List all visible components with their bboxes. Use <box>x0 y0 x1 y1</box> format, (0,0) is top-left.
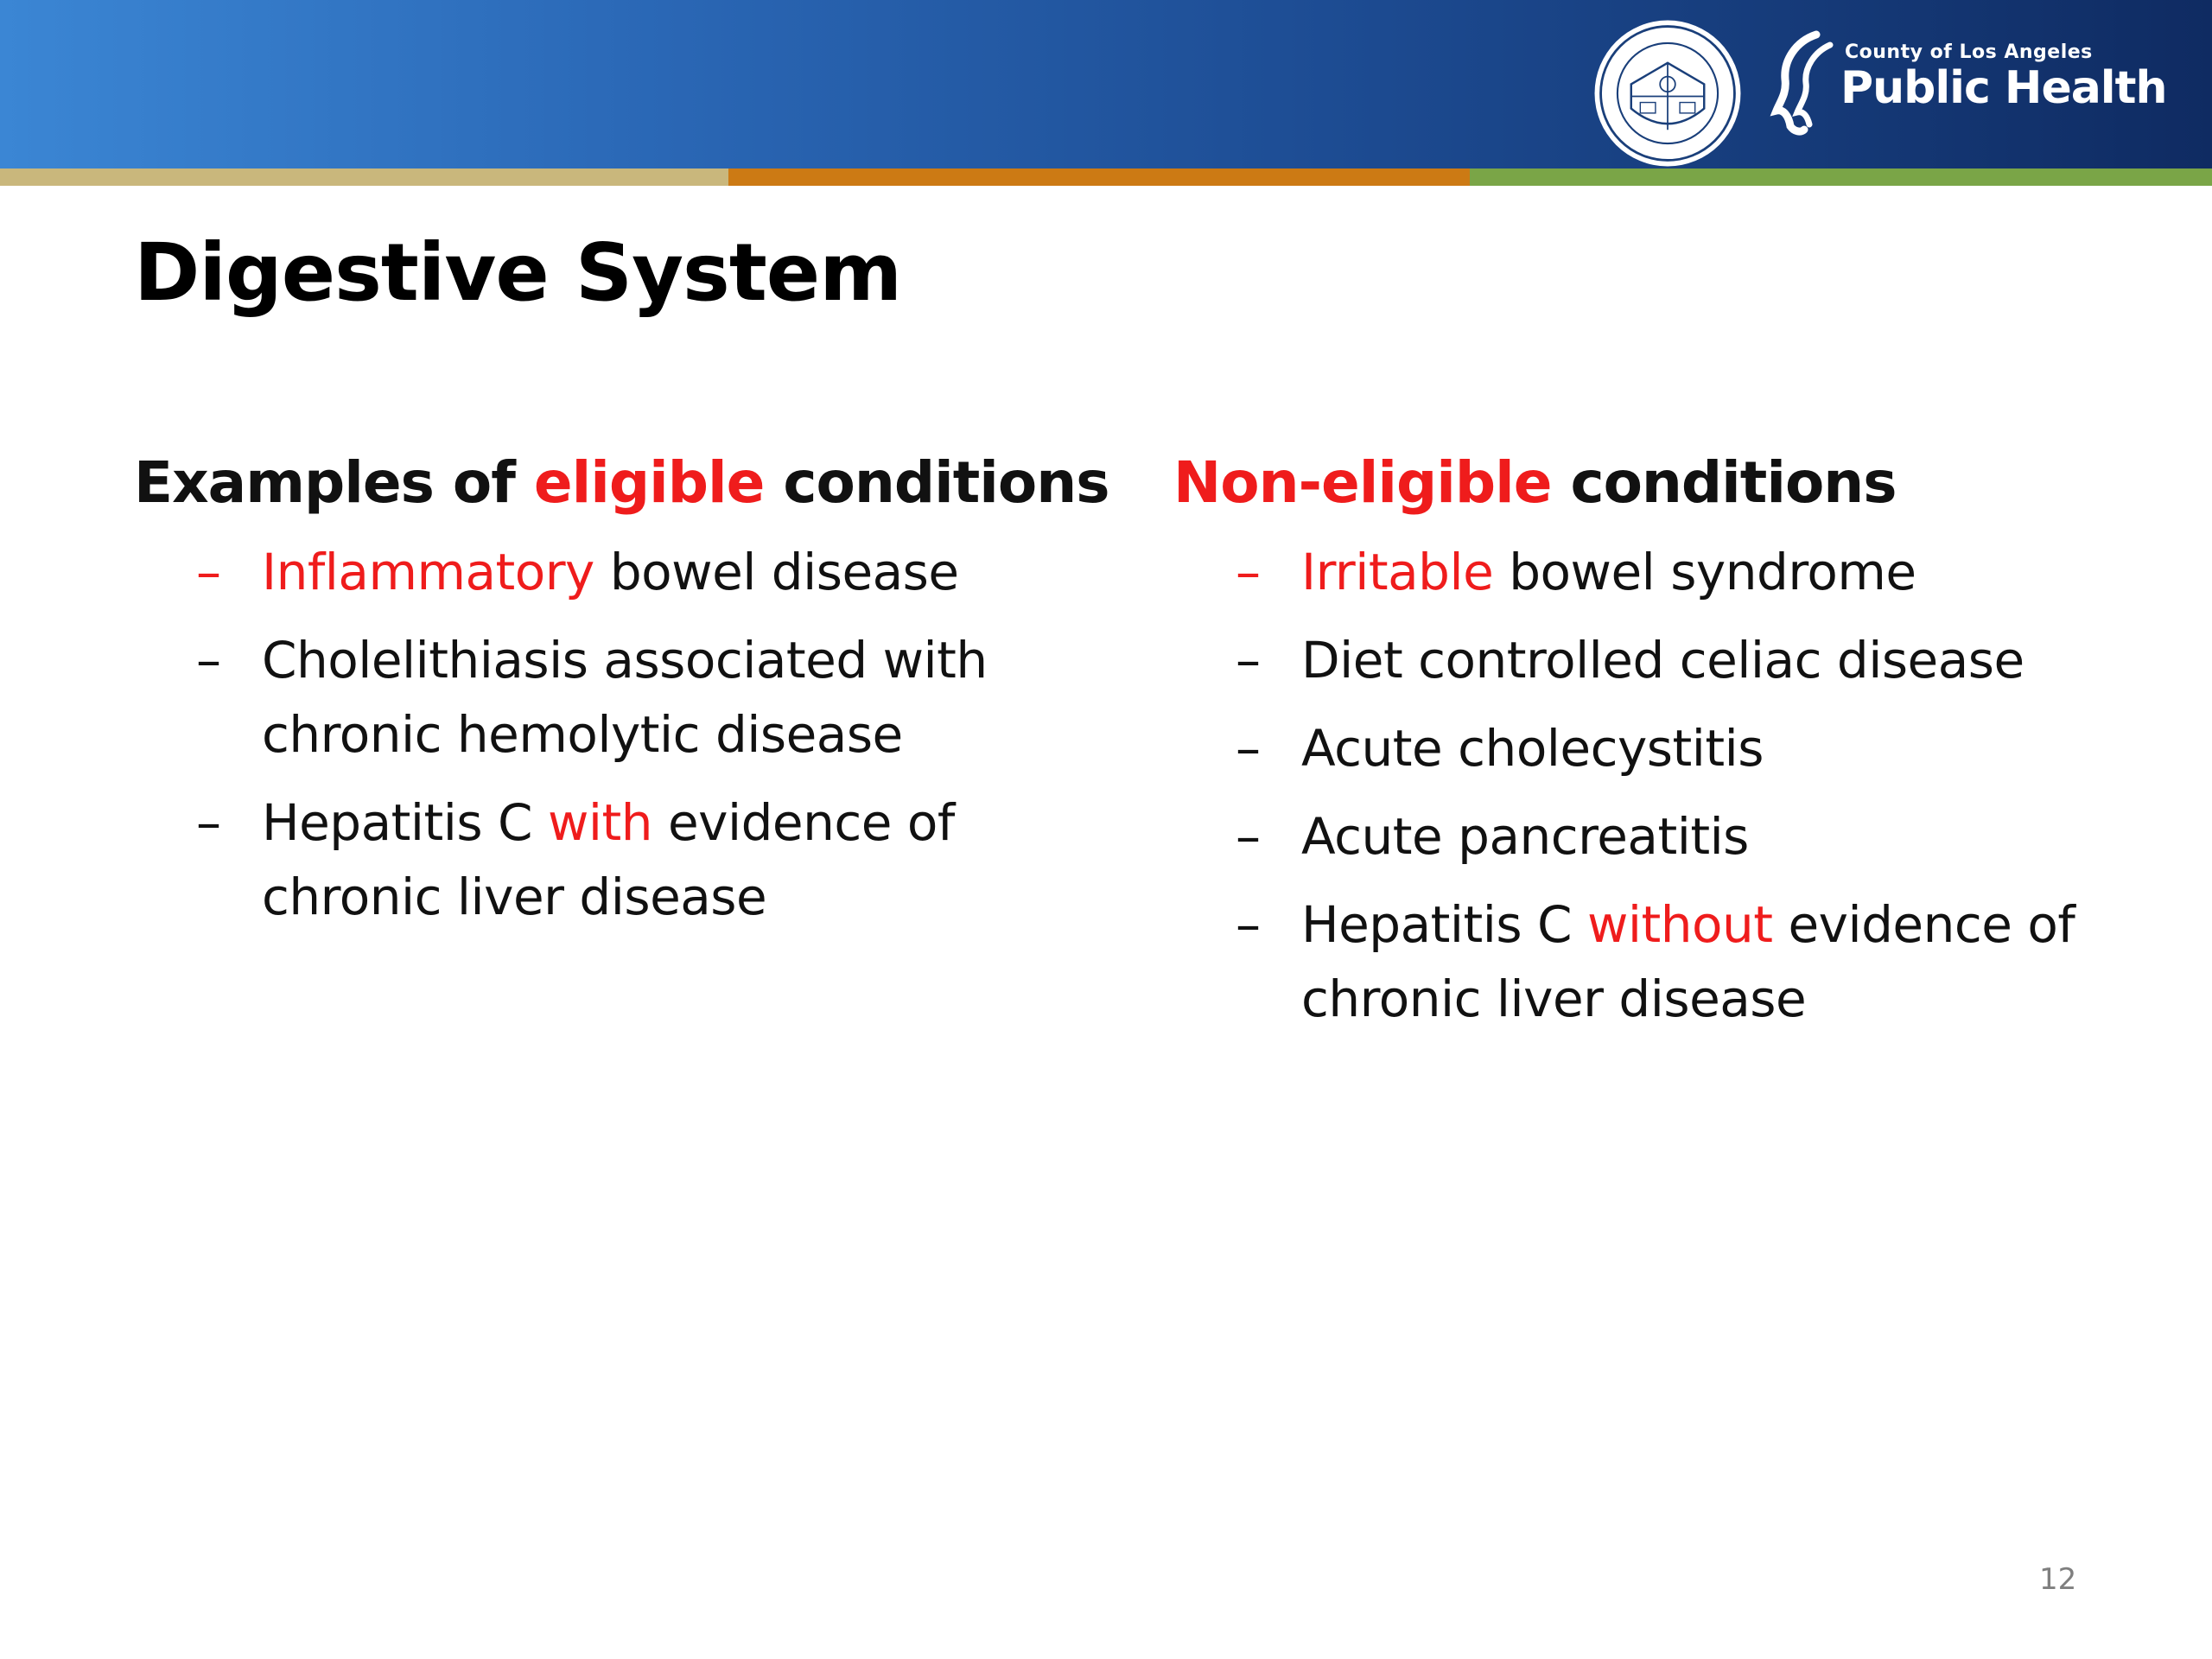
heading-emphasis: Non-eligible <box>1173 449 1552 516</box>
list-item <box>1173 799 2176 874</box>
list-item <box>1173 535 2176 609</box>
item-emphasis: Inflammatory <box>262 543 594 601</box>
list-item <box>134 623 1136 772</box>
page-number: 12 <box>2039 1562 2077 1597</box>
org-name-label: Public Health <box>1840 62 2167 114</box>
accent-stripe-orange <box>728 168 1470 186</box>
item-emphasis: without <box>1586 895 1773 954</box>
item-text: bowel disease <box>594 543 959 601</box>
accent-stripe-green <box>1470 168 2212 186</box>
bullet-dash: – <box>196 793 221 852</box>
bullet-dash: – <box>196 631 221 690</box>
list-item <box>134 535 1136 609</box>
bullet-dash: – <box>1236 631 1261 690</box>
item-text: evidence of chronic liver disease <box>262 793 955 926</box>
bullet-dash: – <box>1236 895 1261 954</box>
item-text: Cholelithiasis associated with chronic hemolytic disease <box>262 631 988 764</box>
noneligible-list <box>1173 535 2176 1036</box>
slide-title: Digestive System <box>134 226 902 319</box>
heading-text: Examples of <box>134 449 534 516</box>
noneligible-heading <box>1173 449 2176 516</box>
list-item <box>1173 711 2176 785</box>
eligible-heading <box>134 449 1136 516</box>
bullet-dash: – <box>196 543 221 601</box>
list-item <box>1173 623 2176 697</box>
item-text: bowel syndrome <box>1493 543 1916 601</box>
list-item <box>1173 887 2176 1036</box>
county-seal-logo <box>1592 17 1744 169</box>
item-text: Acute pancreatitis <box>1301 807 1749 866</box>
eligible-list <box>134 535 1136 934</box>
heading-text: conditions <box>764 449 1109 516</box>
item-text: Diet controlled celiac disease <box>1301 631 2024 690</box>
item-text: Acute cholecystitis <box>1301 719 1764 778</box>
bullet-dash: – <box>1236 807 1261 866</box>
bullet-dash: – <box>1236 719 1261 778</box>
bullet-dash: – <box>1236 543 1261 601</box>
heading-emphasis: eligible <box>533 449 765 516</box>
eligible-column <box>134 449 1136 948</box>
noneligible-column <box>1173 449 2176 1050</box>
item-emphasis: Irritable <box>1301 543 1494 601</box>
item-emphasis: with <box>547 793 653 852</box>
item-text: Hepatitis C <box>1301 895 1587 954</box>
accent-stripe-tan <box>0 168 728 186</box>
heading-text: conditions <box>1551 449 1897 516</box>
item-text: Hepatitis C <box>262 793 548 852</box>
item-text: evidence of chronic liver disease <box>1301 895 2075 1028</box>
list-item <box>134 785 1136 934</box>
public-health-profile-icon <box>1770 29 1844 137</box>
org-county-label: County of Los Angeles <box>1845 41 2093 63</box>
